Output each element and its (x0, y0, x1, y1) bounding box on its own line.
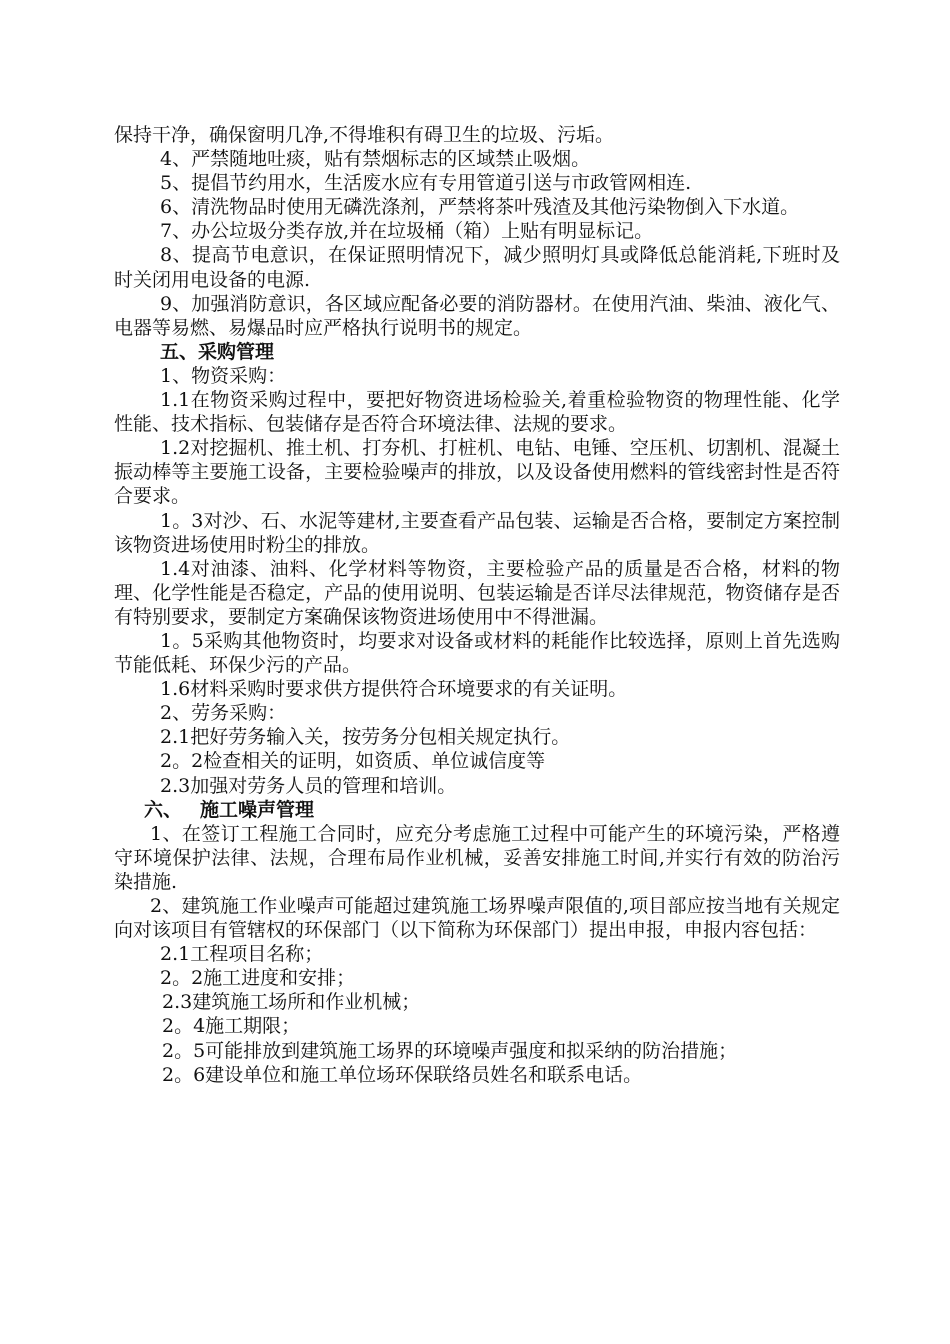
noise-clause-2-2: 2。2施工进度和安排； (160, 967, 356, 990)
clause-1-6: 1.6材料采购时要求供方提供符合环境要求的有关证明。 (160, 678, 628, 701)
clause-1-2: 1.2对挖掘机、推土机、打夯机、打桩机、电钻、电锤、空压机、切割机、混凝土振动棒等主要施工设备，主要检验噪声的排放，以及设备使用燃料的管线密封性是否符合要求。 (114, 437, 840, 508)
paragraph-item-7: 7、办公垃圾分类存放,并在垃圾桶（箱）上贴有明显标记。 (160, 220, 654, 243)
section-heading-noise-number: 六、 (144, 798, 183, 821)
noise-clause-2-3: 2.3建筑施工场所和作业机械； (162, 991, 421, 1014)
paragraph-item-6: 6、清洗物品时使用无磷洗涤剂，严禁将茶叶残渣及其他污染物倒入下水道。 (160, 196, 800, 219)
noise-clause-2-1: 2.1工程项目名称； (160, 943, 324, 966)
subsection-labor-purchasing: 2、劳务采购： (160, 702, 287, 725)
paragraph-item-8: 8、提高节电意识，在保证照明情况下，减少照明灯具或降低总能消耗,下班时及时关闭用电设备的电源. (114, 244, 840, 291)
paragraph-continued: 保持干净，确保窗明几净,不得堆积有碍卫生的垃圾、污垢。 (114, 124, 615, 146)
noise-clause-2-4: 2。4施工期限； (162, 1015, 301, 1038)
clause-1-3: 1。3对沙、石、水泥等建材,主要查看产品包装、运输是否合格，要制定方案控制该物资进场使用时粉尘的排放。 (114, 509, 840, 556)
clause-2-3: 2.3加强对劳务人员的管理和培训。 (160, 774, 457, 797)
clause-2-1: 2.1把好劳务输入关，按劳务分包相关规定执行。 (160, 726, 571, 749)
section-heading-purchasing: 五、采购管理 (160, 340, 275, 363)
section-heading-noise-text: 施工噪声管理 (200, 798, 315, 821)
noise-item-2: 2、建筑施工作业噪声可能超过建筑施工场界噪声限值的,项目部应按当地有关规定向对该项目有管辖权的环保部门（以下简称为环保部门）提出申报，申报内容包括： (114, 895, 840, 942)
paragraph-item-9: 9、加强消防意识，各区域应配备必要的消防器材。在使用汽油、柴油、液化气、电器等易燃、易爆品时应严格执行说明书的规定。 (114, 292, 840, 339)
paragraph-item-4: 4、严禁随地吐痰，贴有禁烟标志的区域禁止吸烟。 (160, 148, 591, 171)
document-body (114, 123, 840, 1087)
clause-1-1: 1.1在物资采购过程中，要把好物资进场检验关,着重检验物资的物理性能、化学性能、技术指标、包装储存是否符合环境法律、法规的要求。 (114, 389, 840, 436)
noise-clause-2-5: 2。5可能排放到建筑施工场界的环境噪声强度和拟采纳的防治措施； (162, 1039, 738, 1062)
noise-clause-2-6: 2。6建设单位和施工单位场环保联络员姓名和联系电话。 (162, 1063, 643, 1086)
noise-item-1: 1、在签订工程施工合同时，应充分考虑施工过程中可能产生的环境污染，严格遵守环境保护法律、法规，合理布局作业机械，妥善安排施工时间,并实行有效的防治污染措施. (114, 822, 840, 893)
clause-1-5: 1。5采购其他物资时，均要求对设备或材料的耗能作比较选择，原则上首先选购节能低耗、环保少污的产品。 (114, 629, 840, 677)
clause-1-4: 1.4对油漆、油料、化学材料等物资，主要检验产品的质量是否合格，材料的物理、化学性能是否稳定，产品的使用说明、包装运输是否详尽法律规范，物资储存是否有特别要求，要制定方案确保该物资进场使用中不得泄漏。 (114, 557, 840, 628)
clause-2-2: 2。2检查相关的证明，如资质、单位诚信度等 (160, 750, 546, 773)
section-heading-noise (114, 798, 840, 822)
subsection-material-purchasing: 1、物资采购： (160, 364, 287, 387)
paragraph-item-5: 5、提倡节约用水，生活废水应有专用管道引送与市政管网相连. (160, 172, 692, 195)
